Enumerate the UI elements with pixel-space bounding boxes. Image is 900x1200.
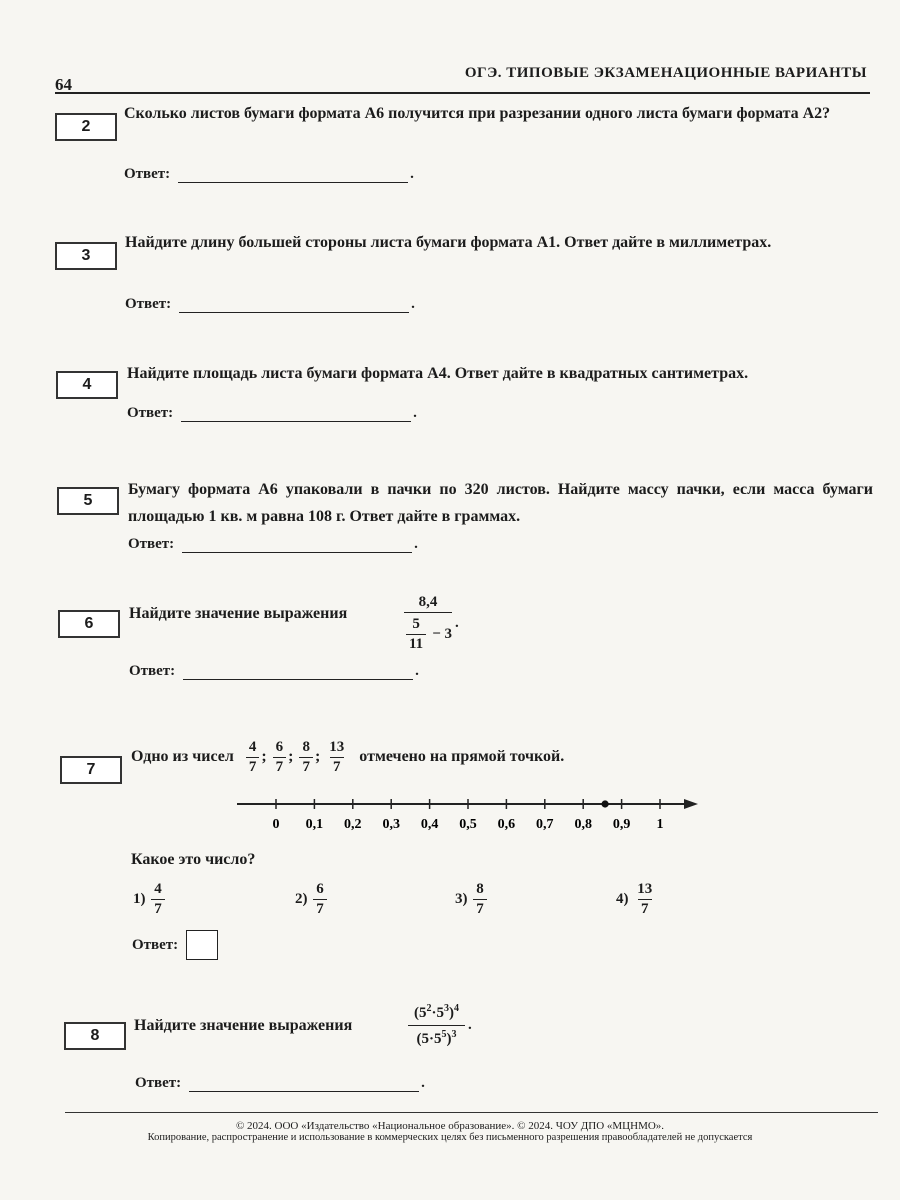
number-line-tick-label: 0,4 — [420, 817, 439, 832]
answer-line[interactable] — [183, 665, 413, 680]
number-line-tick-label: 1 — [656, 817, 664, 832]
expr-numerator: $(5^2\cdot 5^3)^4$ — [414, 1003, 460, 1021]
running-title: ОГЭ. ТИПОВЫЕ ЭКЗАМЕНАЦИОННЫЕ ВАРИАНТЫ — [464, 65, 867, 81]
answer-row: Ответ: . — [124, 166, 414, 182]
expression-6: 8,4 $\frac{5}{11}$ − 3 . — [404, 592, 459, 654]
answer-label: Ответ: — [124, 166, 171, 182]
answer-row: Ответ: . — [129, 663, 419, 679]
footer-notice: Копирование, распространение и использование в коммерческих целях без письменного разрешения правообладателей не допускается — [147, 1132, 753, 1143]
footer-rule — [65, 1112, 878, 1113]
footer-copyright: © 2024. ООО «Издательство «Национальное образование». © 2024. ЧОУ ДПО «МЦНМО». — [235, 1120, 665, 1132]
answer-label: Ответ: — [128, 536, 175, 552]
number-fraction-2: $\frac{6}{7}$ — [273, 738, 287, 777]
task-number-box: 5 — [57, 487, 119, 515]
answer-row: Ответ: . — [125, 296, 415, 312]
task-number-box: 6 — [58, 610, 120, 638]
inner-denominator: 11 — [406, 634, 426, 654]
answer-line[interactable] — [179, 298, 409, 313]
answer-line[interactable] — [178, 168, 408, 183]
answer-label: Ответ: — [127, 405, 174, 421]
task-text: Найдите значение выражения — [129, 605, 348, 622]
answer-row: Ответ: . — [135, 1075, 425, 1091]
answer-line[interactable] — [181, 407, 411, 422]
task-number-box: 4 — [56, 371, 118, 399]
option-3[interactable]: 3) $\frac{8}{7}$ — [455, 880, 489, 919]
arrow-head-icon — [684, 799, 698, 809]
minus-three: − 3 — [432, 626, 452, 642]
text-before: Одно из чисел — [131, 748, 234, 766]
number-fraction-1: $\frac{4}{7}$ — [246, 738, 260, 777]
task-number-box: 2 — [55, 113, 117, 141]
expr-numerator: 8,4 — [418, 594, 438, 610]
number-line-tick-label: 0,9 — [612, 817, 631, 832]
marked-point — [601, 800, 608, 807]
answer-row — [132, 930, 218, 960]
answer-label: Ответ: — [125, 296, 172, 312]
answer-line[interactable] — [182, 538, 412, 553]
number-line-tick-label: 0,3 — [382, 817, 400, 832]
expression-8: $\frac{(5^2\cdot 5^3)^4}{(5\cdot 5^5)^3}$ . — [408, 1000, 472, 1051]
task-text: Одно из чисел $\frac{4}{7}$ ; $\frac{6}{7}$ ; $\frac{8}{7}$ ; $\frac{13}{7}$ отмечено на прямой точкой. — [131, 739, 565, 775]
number-line-tick-label: 0 — [272, 817, 280, 832]
header-rule — [55, 92, 870, 94]
answer-line[interactable] — [189, 1077, 419, 1092]
task-text: Найдите площадь листа бумаги формата А4. Ответ дайте в квадратных сантиметрах. — [127, 365, 749, 382]
task-text: Найдите значение выражения — [134, 1017, 353, 1034]
task-text: Найдите длину большей стороны листа бумаги формата А1. Ответ дайте в миллиметрах. — [125, 234, 772, 251]
inner-fraction — [406, 615, 426, 654]
number-line-tick-label: 0,2 — [344, 817, 362, 832]
answer-row: Ответ: . — [127, 405, 417, 421]
inner-numerator: 5 — [412, 616, 420, 632]
number-line-tick-label: 0,1 — [305, 817, 324, 832]
number-line-tick-label: 0,8 — [574, 817, 592, 832]
number-line — [0, 790, 900, 850]
option-4[interactable]: 4) $\frac{13}{7}$ — [616, 881, 653, 917]
answer-label: Ответ: — [135, 1075, 182, 1091]
number-fraction-3: $\frac{8}{7}$ — [299, 738, 313, 777]
option-1[interactable]: 1) $\frac{4}{7}$ — [133, 880, 167, 919]
answer-label: Ответ: — [132, 936, 179, 953]
answer-box[interactable] — [186, 930, 218, 960]
answer-row: Ответ: . — [128, 536, 418, 552]
task-number-box: 8 — [64, 1022, 126, 1050]
number-fraction-4: $\frac{13}{7}$ — [329, 739, 345, 775]
number-line-tick-label: 0,7 — [536, 817, 554, 832]
task-text: Бумагу формата А6 упаковали в пачки по 320 листов. Найдите массу пачки, если масса бумаги площадью 1 кв. м равна 108 г. Ответ дайте в граммах. — [128, 481, 873, 525]
number-line-tick-label: 0,6 — [497, 817, 516, 832]
task-text: Сколько листов бумаги формата А6 получится при разрезании одного листа бумаги формата А2? — [124, 105, 831, 122]
task-number-box: 7 — [60, 756, 122, 784]
number-line-tick-label: 0,5 — [459, 817, 477, 832]
page-number: 64 — [55, 75, 72, 94]
task-number-box: 3 — [55, 242, 117, 270]
expr-denominator: $(5\cdot 5^5)^3$ — [408, 1025, 465, 1051]
option-2[interactable]: 2) $\frac{6}{7}$ — [295, 880, 329, 919]
question-text: Какое это число? — [131, 851, 256, 868]
answer-label: Ответ: — [129, 663, 176, 679]
text-after: отмечено на прямой точкой. — [359, 748, 565, 766]
